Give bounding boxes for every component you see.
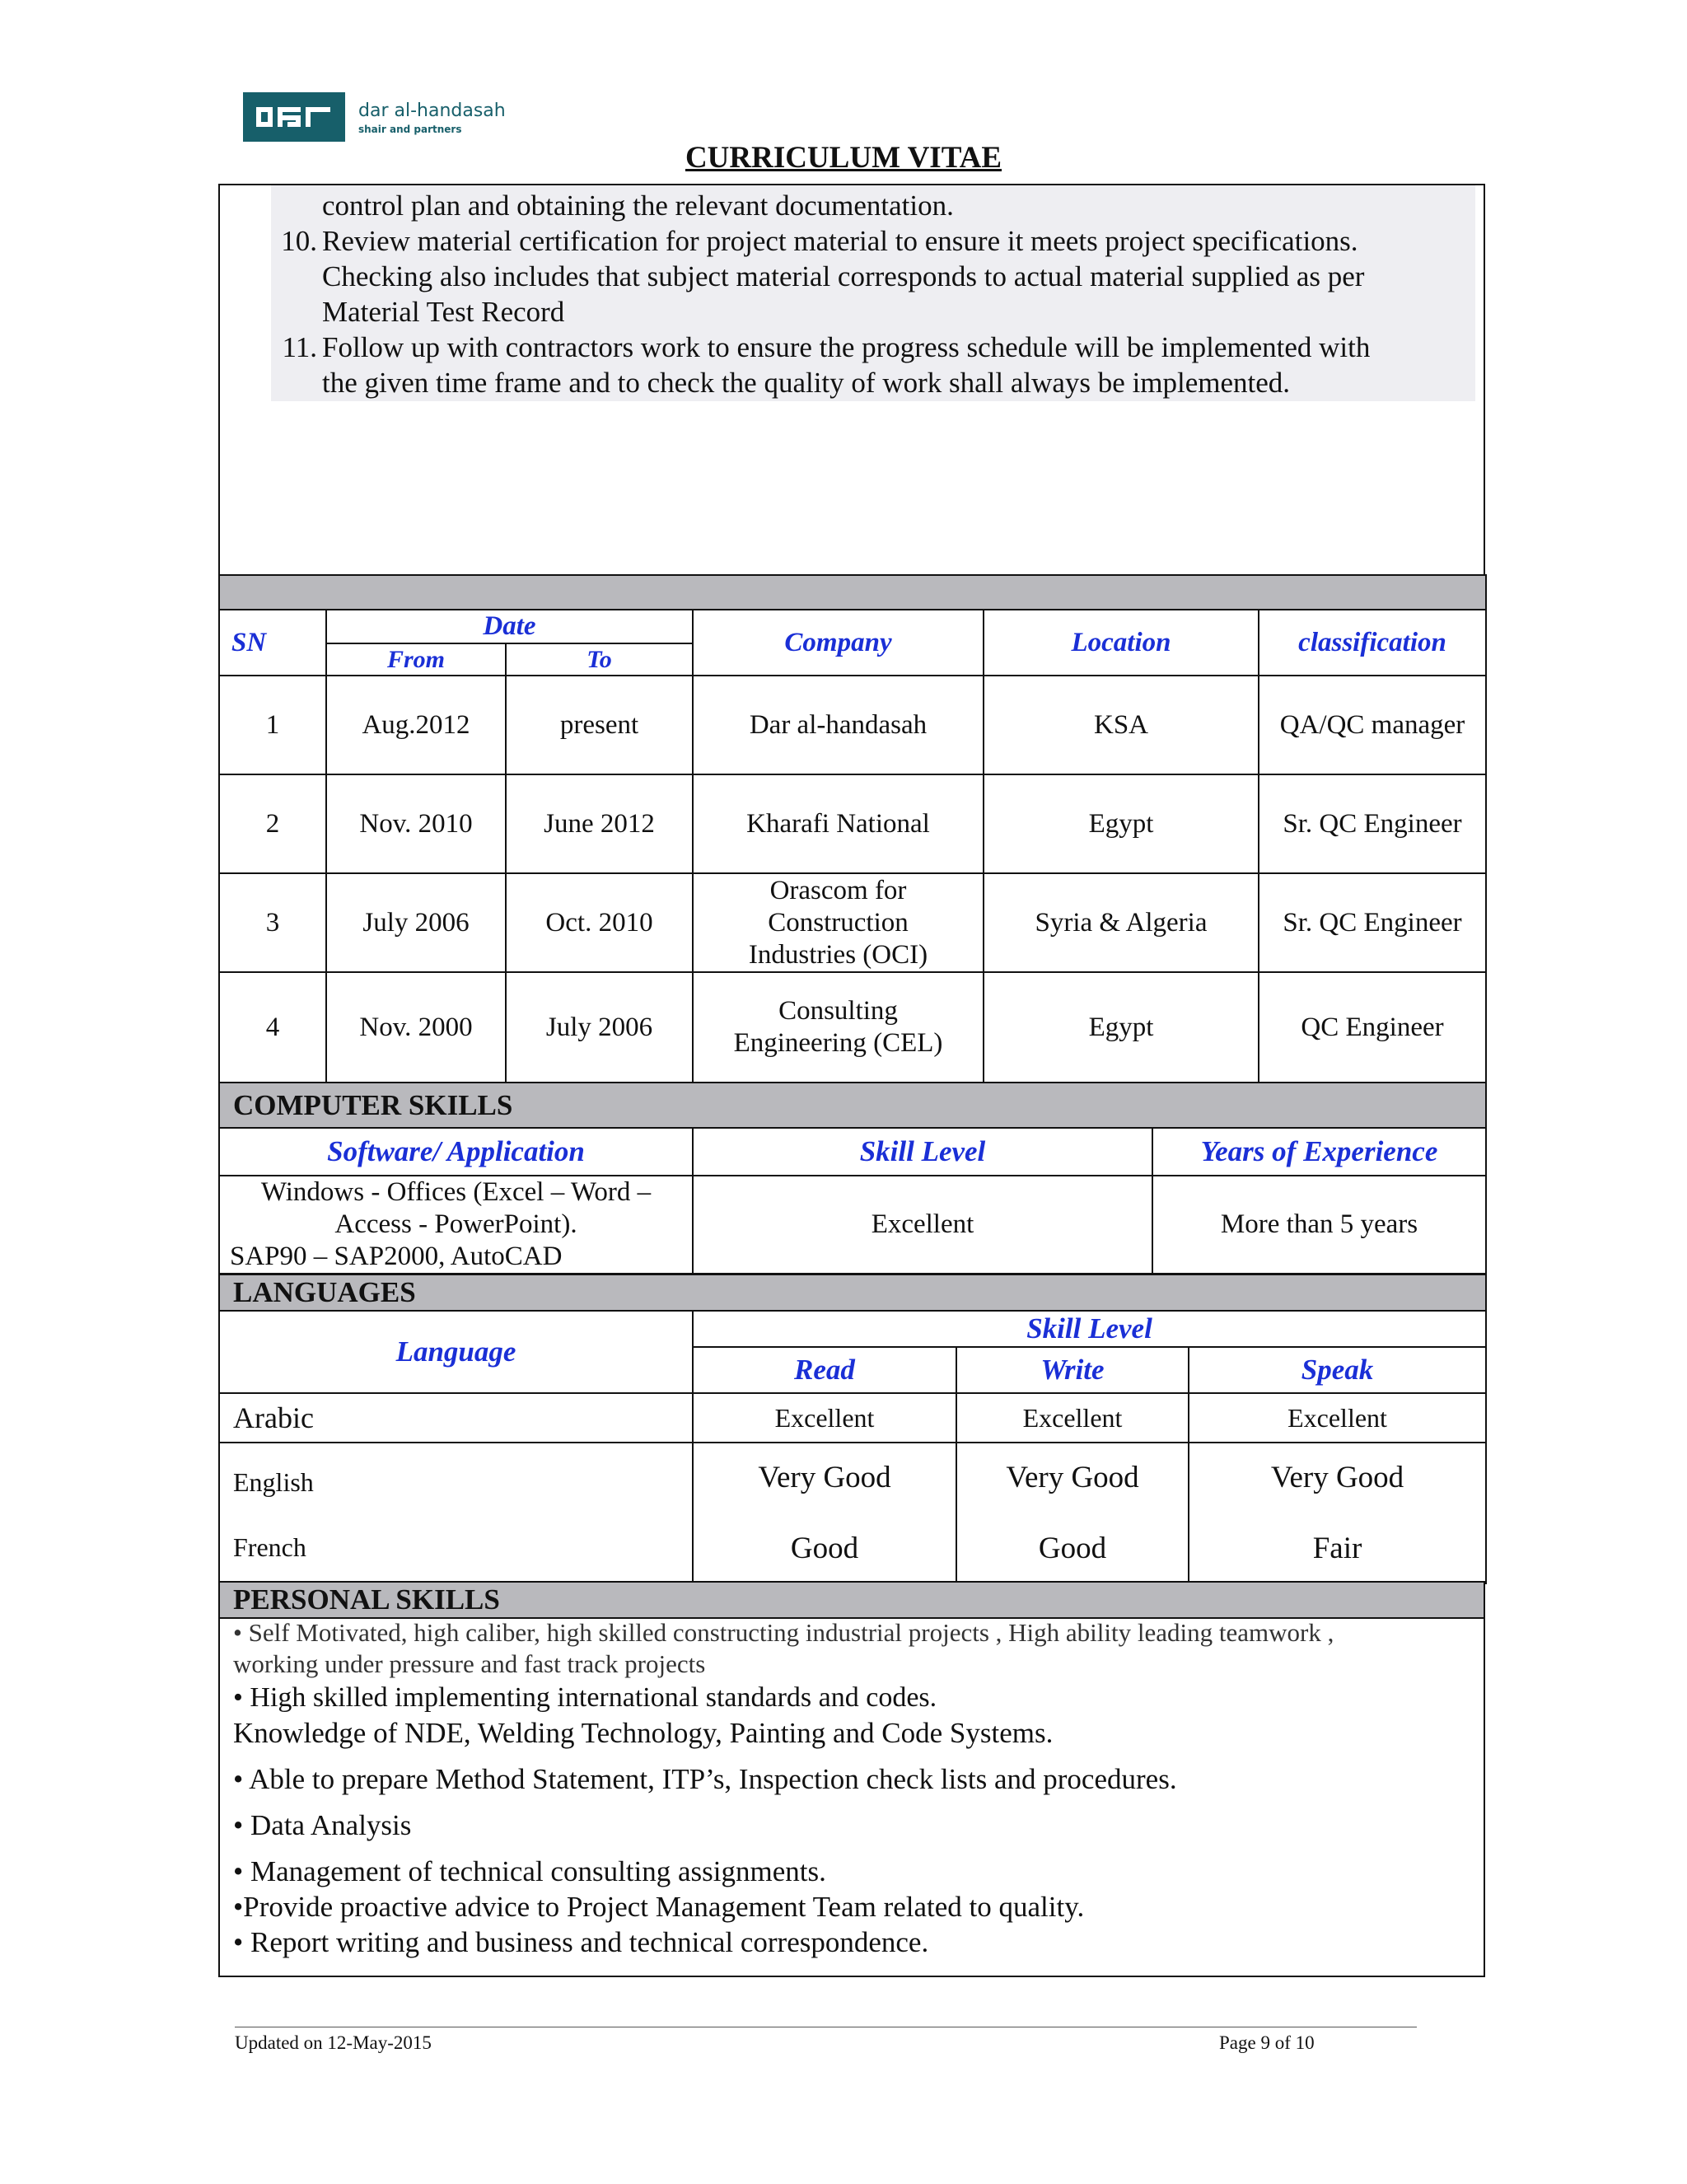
personal-skills-box xyxy=(218,1616,1485,1977)
table-row xyxy=(219,676,1486,774)
table-row xyxy=(219,774,1486,873)
software-cell xyxy=(219,1176,693,1274)
write-level: Very Good xyxy=(1006,1461,1139,1494)
row-sn: 1 xyxy=(219,676,326,774)
software-line: Access - PowerPoint). xyxy=(334,1209,577,1239)
language-list-cell xyxy=(219,1443,693,1583)
row-classification: QC Engineer xyxy=(1259,972,1486,1083)
software-line: Windows - Offices (Excel – Word – xyxy=(260,1177,652,1207)
write-cell xyxy=(956,1443,1189,1583)
personal-skills-heading: PERSONAL SKILLS xyxy=(219,1582,1484,1618)
duty-number: 11. xyxy=(282,331,317,363)
row-classification: Sr. QC Engineer xyxy=(1259,873,1486,972)
skill-line: • Able to prepare Method Statement, ITP’s, Inspection check lists and procedures. xyxy=(233,1763,1177,1795)
write-header: Write xyxy=(956,1347,1189,1393)
read-cell xyxy=(693,1443,956,1583)
row-sn: 2 xyxy=(219,774,326,873)
computer-skills-heading: COMPUTER SKILLS xyxy=(219,1083,1486,1128)
row-company: Orascom for Construction Industries (OCI) xyxy=(693,873,984,972)
speak-level: Very Good xyxy=(1270,1461,1404,1494)
speak-level: Excellent xyxy=(1189,1393,1486,1443)
language-name: English xyxy=(233,1467,314,1497)
page-title: CURRICULUM VITAE xyxy=(685,141,1002,175)
duty-line: the given time frame and to check the quality of work shall always be implemented. xyxy=(322,367,1291,399)
table-row xyxy=(219,873,1486,972)
row-from: July 2006 xyxy=(326,873,506,972)
skill-line: Knowledge of NDE, Welding Technology, Painting and Code Systems. xyxy=(233,1717,1054,1749)
row-sn: 4 xyxy=(219,972,326,1083)
duty-line: Follow up with contractors work to ensure the progress schedule will be implemented with xyxy=(322,331,1371,363)
read-level: Excellent xyxy=(693,1393,956,1443)
row-from: Nov. 2000 xyxy=(326,972,506,1083)
duties-box xyxy=(218,184,1485,576)
read-level: Good xyxy=(790,1532,859,1565)
skill-level-header: Skill Level xyxy=(693,1311,1486,1347)
computer-skills-table xyxy=(218,1082,1487,1274)
duty-line: control plan and obtaining the relevant documentation. xyxy=(322,189,954,222)
speak-cell xyxy=(1189,1443,1486,1583)
skill-line: • Management of technical consulting assignments. xyxy=(233,1855,826,1887)
row-location: Egypt xyxy=(984,774,1259,873)
row-location: KSA xyxy=(984,676,1259,774)
software-line: SAP90 – SAP2000, AutoCAD xyxy=(230,1242,563,1271)
read-header: Read xyxy=(693,1347,956,1393)
row-company: Kharafi National xyxy=(693,774,984,873)
row-from: Aug.2012 xyxy=(326,676,506,774)
speak-level: Fair xyxy=(1312,1532,1362,1565)
from-header: From xyxy=(326,643,506,676)
experience-header-row xyxy=(219,610,1486,643)
experience-separator-bar xyxy=(219,575,1486,610)
speak-header: Speak xyxy=(1189,1347,1486,1393)
skill-line: • Report writing and business and technical correspondence. xyxy=(233,1926,929,1958)
languages-table xyxy=(218,1274,1487,1584)
row-classification: QA/QC manager xyxy=(1259,676,1486,774)
duty-line: Checking also includes that subject material corresponds to actual material supplied as per xyxy=(322,260,1365,292)
skill-line: • High skilled implementing international standards and codes. xyxy=(233,1682,937,1713)
table-row xyxy=(219,972,1486,1083)
row-classification: Sr. QC Engineer xyxy=(1259,774,1486,873)
language-header: Language xyxy=(219,1311,693,1393)
row-from: Nov. 2010 xyxy=(326,774,506,873)
skill-line: • Data Analysis xyxy=(233,1809,412,1841)
write-level: Good xyxy=(1038,1532,1107,1565)
skill-level-value: Excellent xyxy=(693,1176,1152,1274)
years-value: More than 5 years xyxy=(1152,1176,1486,1274)
footer-updated: Updated on 12-May-2015 xyxy=(235,2032,432,2053)
row-sn: 3 xyxy=(219,873,326,972)
row-to: Oct. 2010 xyxy=(506,873,693,972)
row-to: present xyxy=(506,676,693,774)
skill-line: • Self Motivated, high caliber, high skilled constructing industrial projects , High ability leading teamwork , xyxy=(233,1618,1334,1647)
duty-number: 10. xyxy=(281,225,317,257)
classification-header: classification xyxy=(1259,610,1486,676)
personal-skills-header-table xyxy=(218,1581,1485,1619)
software-header: Software/ Application xyxy=(219,1128,693,1176)
write-level: Excellent xyxy=(956,1393,1189,1443)
row-company: Dar al-handasah xyxy=(693,676,984,774)
logo-name: dar al-handasah xyxy=(358,101,506,121)
logo-tagline: shair and partners xyxy=(358,124,462,135)
duty-line: Material Test Record xyxy=(322,296,565,328)
sn-header: SN xyxy=(219,610,326,676)
to-header: To xyxy=(506,643,693,676)
skill-line: working under pressure and fast track projects xyxy=(233,1649,706,1678)
duty-line: Review material certification for project material to ensure it meets project specifications. xyxy=(322,225,1358,257)
years-header: Years of Experience xyxy=(1152,1128,1486,1176)
language-name: French xyxy=(233,1532,306,1562)
experience-table xyxy=(218,574,1487,1083)
logo-mark-icon xyxy=(243,92,345,142)
read-level: Very Good xyxy=(758,1461,891,1494)
date-header: Date xyxy=(326,610,693,643)
company-logo xyxy=(243,92,540,142)
row-location: Egypt xyxy=(984,972,1259,1083)
company-header: Company xyxy=(693,610,984,676)
row-company: Consulting Engineering (CEL) xyxy=(693,972,984,1083)
languages-heading: LANGUAGES xyxy=(219,1274,1486,1311)
language-name: Arabic xyxy=(219,1393,693,1443)
footer-page-number: Page 9 of 10 xyxy=(1219,2032,1315,2053)
row-location: Syria & Algeria xyxy=(984,873,1259,972)
skill-level-header: Skill Level xyxy=(693,1128,1152,1176)
skill-line: •Provide proactive advice to Project Management Team related to quality. xyxy=(233,1891,1085,1923)
row-to: June 2012 xyxy=(506,774,693,873)
location-header: Location xyxy=(984,610,1259,676)
row-to: July 2006 xyxy=(506,972,693,1083)
